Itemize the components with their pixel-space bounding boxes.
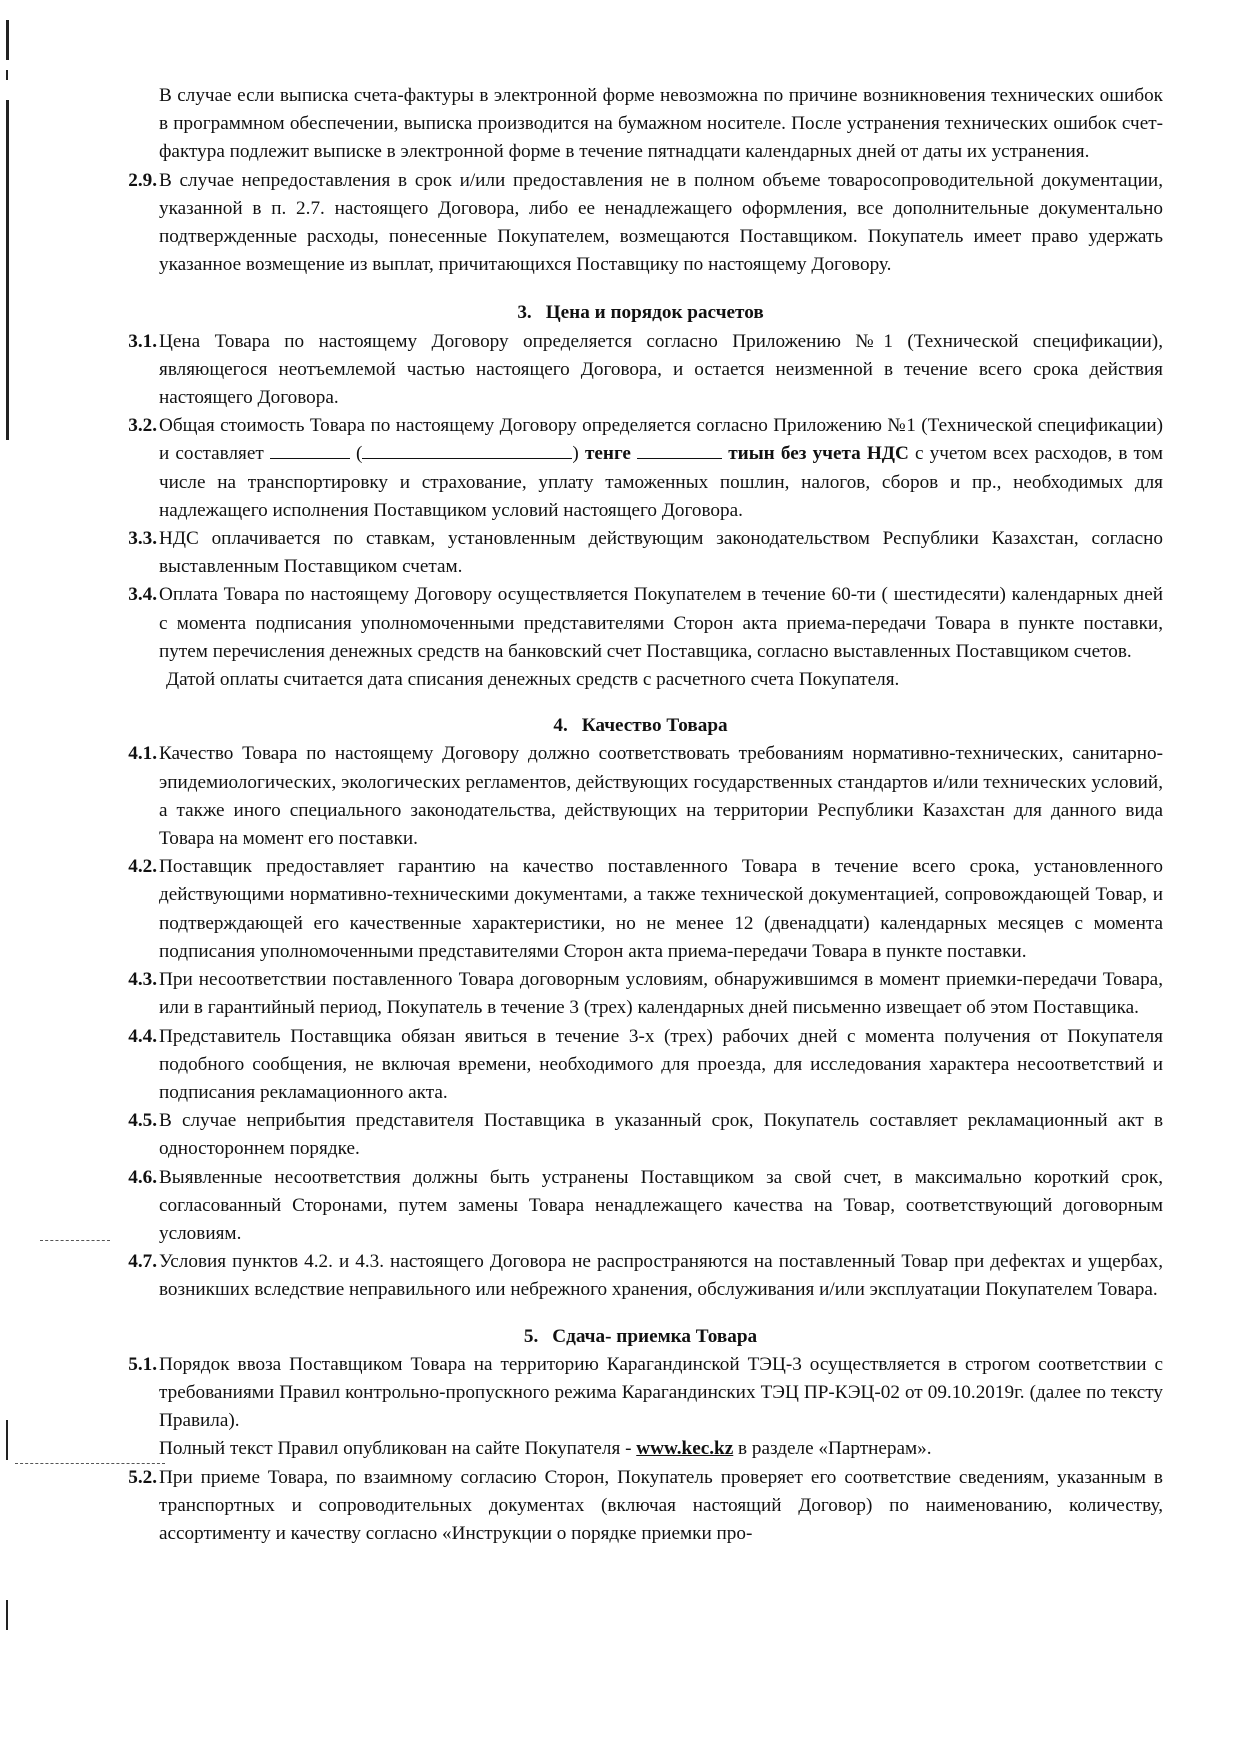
clause-text: Условия пунктов 4.2. и 4.3. настоящего Договора не распространяются на поставленный Товар при дефектах и ущербах, возникших вследствие неправильного или небрежного хранения, обслуживания и/или эксплуатации Покупателем Товара. [159, 1251, 1163, 1301]
clause-number: 4.7. [128, 1251, 157, 1273]
clause-number: 3.1. [128, 330, 157, 352]
clause-4-5 [118, 1107, 1163, 1163]
clause-text: В случае неприбытия представителя Поставщика в указанный срок, Покупатель составляет рекламационный акт в одностороннем порядке. [159, 1110, 1163, 1160]
clause-3-2 [118, 412, 1163, 525]
clause-5-1-extra [118, 1435, 1163, 1463]
clause-text-part: Полный текст Правил опубликован на сайте Покупателя - [159, 1438, 632, 1460]
amount-blank [270, 440, 350, 459]
tiyn-blank [637, 440, 722, 459]
clause-number: 4.3. [128, 969, 157, 991]
clause-4-6 [118, 1164, 1163, 1249]
clause-number: 3.4. [128, 584, 157, 606]
scan-mark [6, 100, 9, 440]
clause-3-4 [118, 581, 1163, 666]
clause-text [159, 412, 1163, 525]
clause-4-2 [118, 853, 1163, 966]
document-page [118, 82, 1163, 1548]
clause-4-4 [118, 1023, 1163, 1108]
clause-3-4-extra: Датой оплаты считается дата списания денежных средств с расчетного счета Покупателя. [166, 669, 900, 691]
clause-text: НДС оплачивается по ставкам, установленным действующим законодательством Республики Казахстан, согласно выставленным Поставщиком счетам. [159, 528, 1163, 578]
section-title: Сдача- приемка Товара [552, 1325, 758, 1347]
website-link[interactable]: www.kec.kz [636, 1438, 734, 1460]
clause-number: 2.9. [128, 169, 157, 191]
clause-3-3 [118, 525, 1163, 581]
clause-text: Порядок ввоза Поставщиком Товара на территорию Карагандинской ТЭЦ-3 осуществляется в строгом соответствии с требованиями Правил контрольно-пропускного режима Карагандинских ТЭЦ ПР-КЭЦ-02 от 09.10.2019г. (далее по тексту Правила). [159, 1353, 1163, 1432]
section-title: Цена и порядок расчетов [545, 302, 764, 324]
paren: ( [356, 443, 363, 465]
clause-text: Цена Товара по настоящему Договору определяется согласно Приложению №1 (Технической спецификации), являющегося неотъемлемой частью настоящего Договора, и остается неизменной в течение всего срока действия настоящего Договора. [159, 330, 1163, 409]
paren: ) [572, 443, 579, 465]
tiyn-label: тиын без учета НДС [728, 443, 909, 465]
clause-text: В случае непредоставления в срок и/или предоставления не в полном объеме товаросопроводительной документации, указанной в п. 2.7. настоящего Договора, либо ее ненадлежащего оформления, все дополнительные документально подтвержденные расходы, понесенные Покупателем, возмещаются Поставщиком. Покупатель имеет право удержать указанное возмещение из выплат, причитающихся Поставщику по настоящему Договору. [159, 169, 1163, 276]
clause-text: Представитель Поставщика обязан явиться в течение 3-х (трех) рабочих дней с момента получения от Покупателя подобного сообщения, не включая времени, необходимого для проезда, для исследования характера несоответствий и подписания рекламационного акта. [159, 1025, 1163, 1103]
section-3-heading [118, 299, 1163, 327]
clause-3-1 [118, 328, 1163, 413]
scan-mark [6, 70, 8, 80]
section-5-heading [118, 1323, 1163, 1351]
clause-number: 3.3. [128, 528, 157, 550]
clause-text: Качество Товара по настоящему Договору должно соответствовать требованиям нормативно-технических, санитарно-эпидемиологических, экологических регламентов, действующих государственных стандартов и/или технических условий, а также иного специального законодательства, действующих на территории Республики Казахстан для данного вида Товара на момент его поставки. [159, 743, 1163, 850]
section-4-heading [118, 712, 1163, 740]
clause-5-2 [118, 1464, 1163, 1549]
clause-number: 4.2. [128, 856, 157, 878]
clause-text-part: в разделе «Партнерам». [738, 1438, 932, 1460]
clause-2-9 [118, 167, 1163, 280]
scan-mark [6, 20, 9, 60]
clause-number: 5.2. [128, 1466, 157, 1488]
scan-mark [6, 1600, 8, 1630]
clause-text: Выявленные несоответствия должны быть устранены Поставщиком за свой счет, в максимально короткий срок, согласованный Сторонами, путем замены Товара ненадлежащего качества на Товар, соответствующий договорным условиям. [159, 1166, 1163, 1244]
clause-text-part: Общая стоимость Товара по настоящему Договору определяется согласно Приложению №1 (Технической спецификации) и составляет [159, 415, 1163, 465]
clause-4-7 [118, 1248, 1163, 1304]
clause-number: 4.6. [128, 1166, 157, 1188]
section-number: 3. [517, 302, 532, 324]
clause-text: При приеме Товара, по взаимному согласию Сторон, Покупатель проверяет его соответствие сведениям, указанным в транспортных и сопроводительных документах (включая настоящий Договор) по наименованию, количеству, ассортименту и качеству согласно «Инструкции о порядке приемки про- [159, 1466, 1163, 1544]
section-title: Качество Товара [581, 715, 728, 737]
clause-text: При несоответствии поставленного Товара договорным условиям, обнаружившимся в момент приемки-передачи Товара, или в гарантийный период, Покупатель в течение 3 (трех) календарных дней письменно извещает об этом Поставщика. [159, 969, 1163, 1019]
clause-number: 4.1. [128, 743, 157, 765]
amount-words-blank [362, 440, 572, 459]
clause-5-1 [118, 1351, 1163, 1436]
clause-number: 4.4. [128, 1025, 157, 1047]
scan-dash [40, 1240, 110, 1241]
clause-number: 4.5. [128, 1110, 157, 1132]
currency-label: тенге [584, 443, 631, 465]
clause-text: Оплата Товара по настоящему Договору осуществляется Покупателем в течение 60-ти ( шестидесяти) календарных дней с момента подписания уполномоченными представителями Сторон акта приема-передачи Товара в пункте поставки, путем перечисления денежных средств на банковский счет Поставщика, согласно выставленных Поставщиком счетов. [159, 584, 1163, 662]
scan-mark [6, 1420, 8, 1460]
clause-4-3 [118, 966, 1163, 1022]
section-number: 4. [553, 715, 568, 737]
clause-4-1 [118, 740, 1163, 853]
clause-text-part: с учетом всех расходов, в том числе на транспортировку и страхование, уплату таможенных пошлин, налогов, сборов и пр., необходимых для надлежащего исполнения Поставщиком условий настоящего Договора. [159, 443, 1164, 521]
clause-text: Поставщик предоставляет гарантию на качество поставленного Товара в течение всего срока, установленного действующими нормативно-техническими документами, а также технической документацией, сопровождающей Товар, и подтверждающей его качественные характеристики, но не менее 12 (двенадцати) календарных месяцев с момента подписания уполномоченными представителями Сторон акта приема-передачи Товара в пункте поставки. [159, 856, 1163, 962]
section-number: 5. [523, 1325, 539, 1347]
intro-paragraph: В случае если выписка счета-фактуры в электронной форме невозможна по причине возникновения технических ошибок в программном обеспечении, выписка производится на бумажном носителе. После устранения технических ошибок счет-фактура подлежит выписке в электронной форме в течение пятнадцати календарных дней от даты их устранения. [159, 85, 1163, 163]
clause-number: 5.1. [128, 1353, 157, 1375]
clause-number: 3.2. [128, 415, 157, 437]
